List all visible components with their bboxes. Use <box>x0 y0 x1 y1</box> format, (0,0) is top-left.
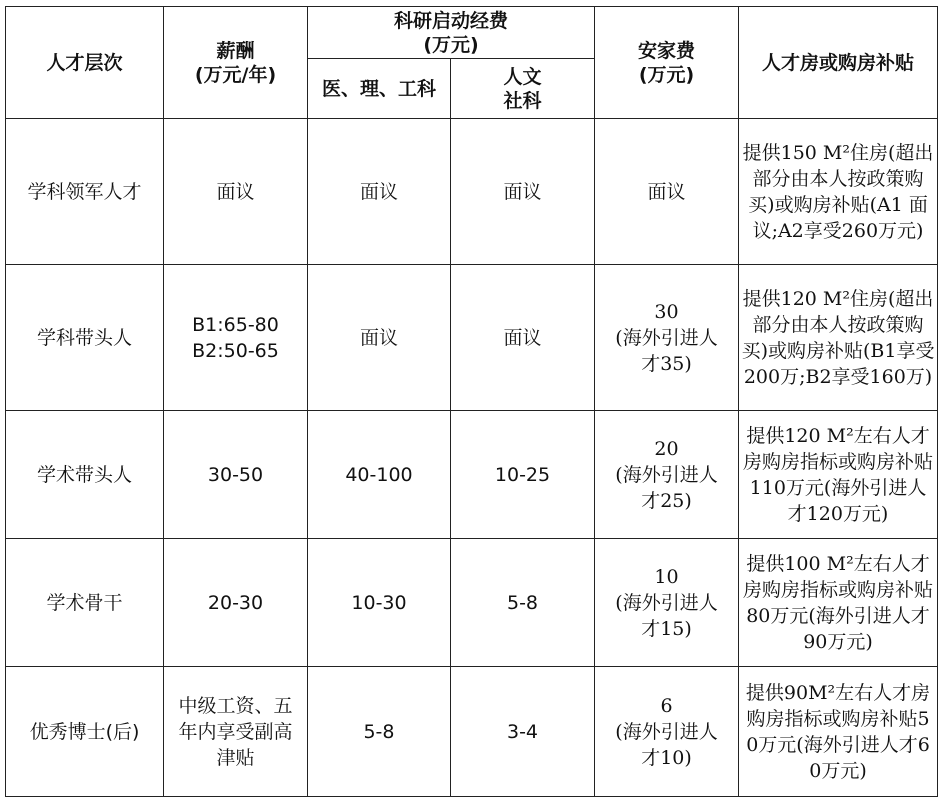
talent-policy-table <box>5 6 938 797</box>
level-cell: 学术骨干 <box>6 539 164 667</box>
header-startup <box>308 7 595 59</box>
salary-cell: 面议 <box>164 119 308 265</box>
startup-hum-cell: 3-4 <box>451 667 595 797</box>
salary-cell: 30-50 <box>164 411 308 539</box>
header-salary <box>164 7 308 119</box>
salary-cell: 20-30 <box>164 539 308 667</box>
housing-cell: 提供120 M²住房(超出部分由本人按政策购买)或购房补贴(B1享受200万;B2享受160万) <box>739 265 938 411</box>
settle-cell: 10 (海外引进人 才15) <box>595 539 739 667</box>
salary-cell: B1:65-80 B2:50-65 <box>164 265 308 411</box>
header-row <box>6 7 938 59</box>
startup-hum-cell: 5-8 <box>451 539 595 667</box>
startup-sci-cell: 5-8 <box>308 667 451 797</box>
header-startup-sci: 医、理、工科 <box>308 59 451 119</box>
table-row <box>6 411 938 539</box>
table-row <box>6 119 938 265</box>
header-housing: 人才房或购房补贴 <box>739 7 938 119</box>
startup-hum-cell: 面议 <box>451 119 595 265</box>
header-startup-label: 科研启动经费 <box>394 9 509 32</box>
settle-cell: 面议 <box>595 119 739 265</box>
header-salary-unit: (万元/年) <box>194 63 277 86</box>
startup-hum-cell: 面议 <box>451 265 595 411</box>
header-settle-unit: (万元) <box>638 63 695 86</box>
level-cell: 学术带头人 <box>6 411 164 539</box>
settle-cell: 30 (海外引进人 才35) <box>595 265 739 411</box>
table-row <box>6 539 938 667</box>
startup-hum-cell: 10-25 <box>451 411 595 539</box>
header-salary-label: 薪酬 <box>216 39 255 62</box>
table-row <box>6 667 938 797</box>
housing-cell: 提供150 M²住房(超出部分由本人按政策购买)或购房补贴(A1 面议;A2享受260万元) <box>739 119 938 265</box>
header-settle-label: 安家费 <box>638 39 696 62</box>
housing-cell: 提供120 M²左右人才房购房指标或购房补贴110万元(海外引进人才120万元) <box>739 411 938 539</box>
settle-cell: 20 (海外引进人 才25) <box>595 411 739 539</box>
header-level: 人才层次 <box>6 7 164 119</box>
level-cell: 学科领军人才 <box>6 119 164 265</box>
settle-cell: 6 (海外引进人 才10) <box>595 667 739 797</box>
header-settle <box>595 7 739 119</box>
housing-cell: 提供90M²左右人才房购房指标或购房补贴50万元(海外引进人才60万元) <box>739 667 938 797</box>
level-cell: 学科带头人 <box>6 265 164 411</box>
startup-sci-cell: 10-30 <box>308 539 451 667</box>
salary-cell: 中级工资、五 年内享受副高 津贴 <box>164 667 308 797</box>
header-startup-unit: (万元) <box>423 33 479 56</box>
housing-cell: 提供100 M²左右人才房购房指标或购房补贴80万元(海外引进人才90万元) <box>739 539 938 667</box>
header-startup-hum: 人文 社科 <box>451 59 595 119</box>
startup-sci-cell: 40-100 <box>308 411 451 539</box>
level-cell: 优秀博士(后) <box>6 667 164 797</box>
table-row <box>6 265 938 411</box>
startup-sci-cell: 面议 <box>308 119 451 265</box>
startup-sci-cell: 面议 <box>308 265 451 411</box>
